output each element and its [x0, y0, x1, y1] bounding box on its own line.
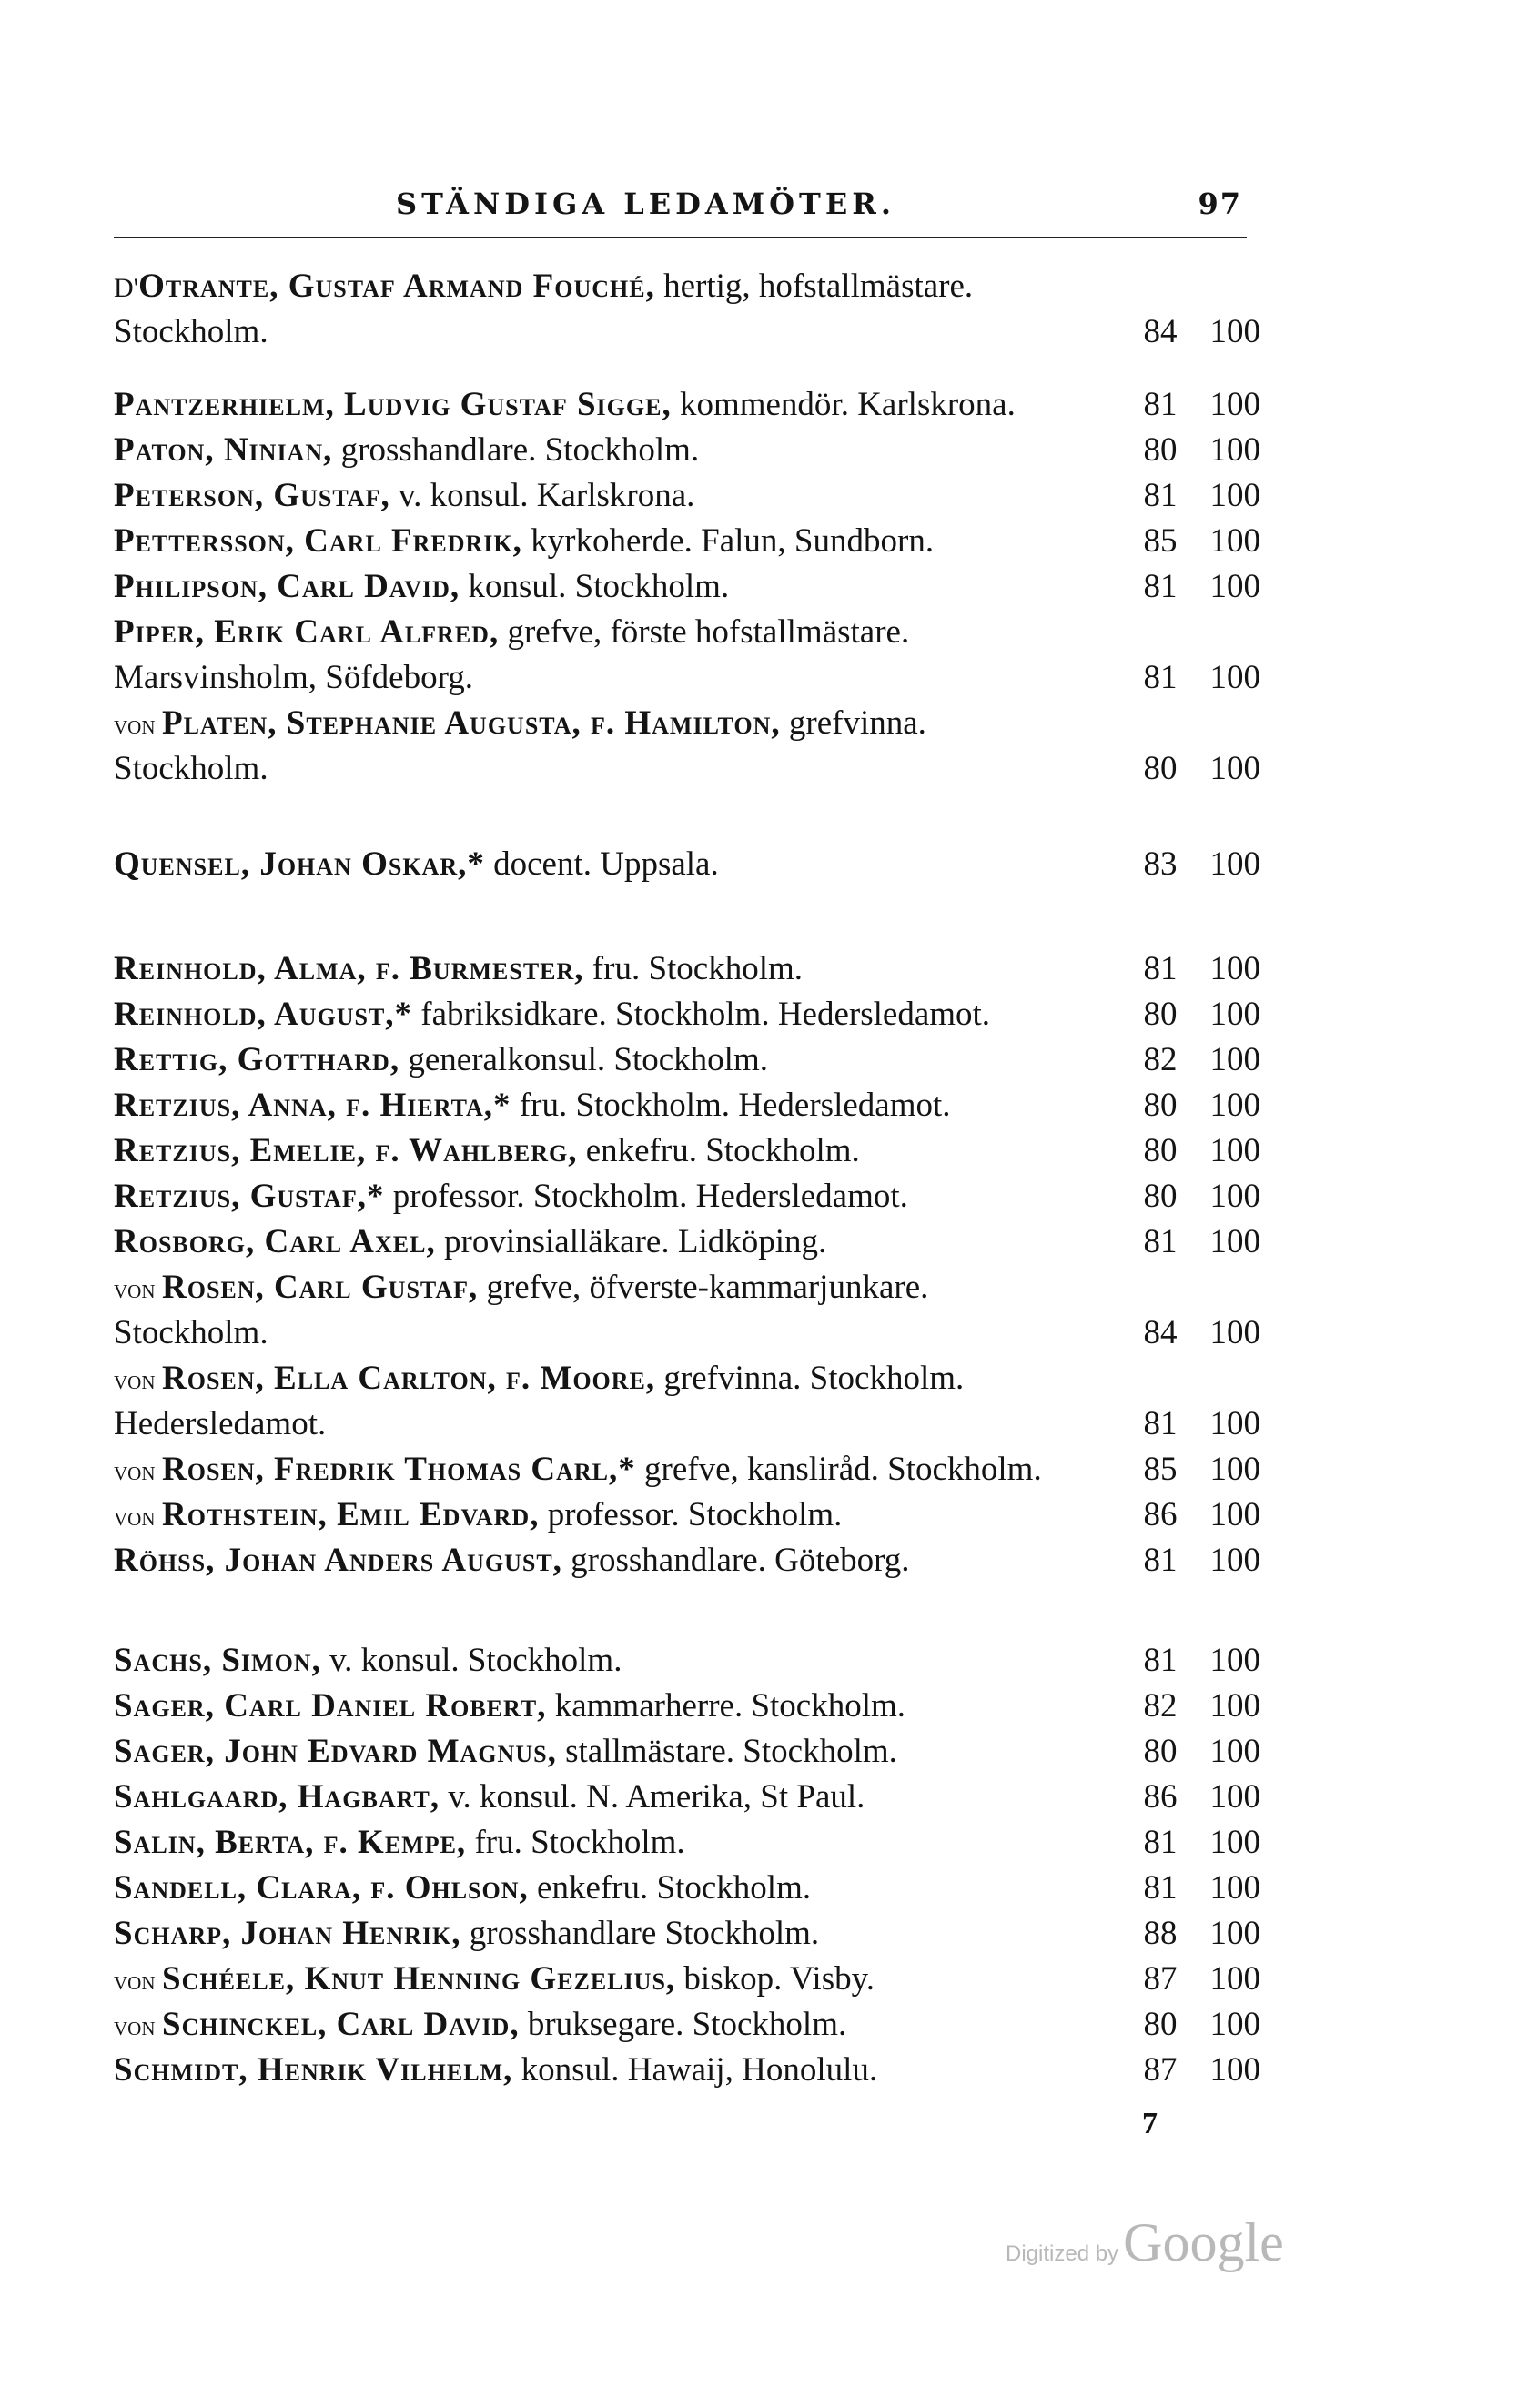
- residence-continued: Stockholm.: [114, 750, 268, 787]
- title-and-residence: stallmästare. Stockholm.: [556, 1733, 897, 1770]
- entry-line: [114, 264, 1256, 309]
- fee-amount: 100: [1209, 568, 1260, 605]
- given-names: Gotthard,: [228, 1041, 400, 1078]
- title-and-residence: kyrkoherde. Falun, Sundborn.: [521, 522, 935, 560]
- surname: Pantzerhielm,: [114, 386, 335, 423]
- title-and-residence: professor. Stockholm.: [539, 1496, 843, 1533]
- digitized-watermark: [1006, 2211, 1284, 2274]
- surname: Pettersson,: [114, 522, 295, 560]
- member-entry: [114, 1128, 1260, 1174]
- admission-year: 81: [1143, 1869, 1178, 1907]
- given-names: Gustaf,: [264, 477, 390, 514]
- fee-amount: 100: [1209, 1178, 1260, 1215]
- surname: Retzius,: [114, 1132, 241, 1169]
- given-names: John Edvard Magnus,: [214, 1733, 557, 1770]
- entry-line: [114, 2002, 1260, 2048]
- entry-line: [114, 842, 1260, 887]
- entry-line: [114, 564, 1260, 610]
- entry-line: [114, 1492, 1260, 1538]
- title-and-residence: fru. Stockholm.: [583, 950, 804, 987]
- given-names: Gustaf,*: [240, 1178, 385, 1215]
- member-entry: [114, 1492, 1260, 1538]
- entry-line: [114, 610, 1256, 655]
- name-prefix: von: [114, 1274, 162, 1304]
- fee-amount: 100: [1209, 1496, 1260, 1533]
- name-prefix: von: [114, 1966, 162, 1996]
- running-header: [114, 187, 1242, 227]
- fee-amount: 100: [1209, 1542, 1260, 1579]
- title-and-residence: biskop. Visby.: [675, 1960, 875, 1998]
- surname: Salin,: [114, 1824, 206, 1861]
- surname: Platen,: [162, 704, 278, 742]
- admission-year: 87: [1143, 2051, 1178, 2089]
- member-entry: [114, 2048, 1260, 2093]
- member-entry: [114, 428, 1260, 473]
- title-and-residence: grefvinna. Stockholm.: [655, 1360, 965, 1397]
- surname: Philipson,: [114, 568, 268, 605]
- admission-year: 80: [1143, 750, 1178, 787]
- surname: Otrante,: [138, 268, 279, 305]
- entry-line: [114, 1775, 1260, 1820]
- title-and-residence: grefvinna.: [780, 704, 926, 742]
- watermark-brand: Google: [1123, 2212, 1284, 2272]
- member-entry: [114, 1174, 1260, 1219]
- entry-line: [114, 1538, 1260, 1583]
- title-and-residence: bruksegare. Stockholm.: [519, 2006, 847, 2043]
- given-names: Ella Carlton, f. Moore,: [264, 1360, 656, 1397]
- fee-amount: 100: [1209, 845, 1260, 883]
- admission-year: 86: [1143, 1778, 1178, 1816]
- name-prefix: D': [114, 273, 139, 303]
- fee-amount: 100: [1209, 1087, 1260, 1124]
- entry-line: [114, 1037, 1260, 1083]
- surname: Reinhold,: [114, 950, 267, 987]
- entry-line: [114, 1356, 1256, 1401]
- surname: Schmidt,: [114, 2051, 248, 2089]
- admission-year: 80: [1143, 2006, 1178, 2043]
- surname: Sachs,: [114, 1642, 213, 1679]
- fee-amount: 100: [1209, 386, 1260, 423]
- admission-year: 80: [1143, 1087, 1178, 1124]
- entry-line: [114, 382, 1260, 428]
- surname: Rosen,: [162, 1451, 265, 1488]
- name-prefix: von: [114, 1502, 162, 1532]
- member-entry: [114, 1265, 1260, 1356]
- fee-amount: 100: [1209, 1314, 1260, 1351]
- given-names: Johan Anders August,: [215, 1542, 562, 1579]
- given-names: Henrik Vilhelm,: [248, 2051, 513, 2089]
- given-names: Emelie, f. Wahlberg,: [240, 1132, 578, 1169]
- member-entry: [114, 946, 1260, 992]
- member-entry: [114, 2002, 1260, 2048]
- page-number: 97: [1198, 187, 1242, 221]
- fee-amount: 100: [1209, 1451, 1260, 1488]
- member-entry: [114, 1911, 1260, 1957]
- surname: Scharp,: [114, 1915, 232, 1952]
- residence-continued: Marsvinsholm, Söfdeborg.: [114, 659, 474, 696]
- title-and-residence: konsul. Stockholm.: [460, 568, 730, 605]
- member-entry: [114, 842, 1260, 887]
- fee-amount: 100: [1209, 996, 1260, 1033]
- fee-amount: 100: [1209, 750, 1260, 787]
- entry-line: [114, 1684, 1260, 1729]
- entry-line: [114, 1729, 1260, 1775]
- entry-continuation: [114, 655, 1260, 701]
- given-names: Stephanie Augusta, f. Hamilton,: [277, 704, 781, 742]
- member-entry: [114, 701, 1260, 792]
- title-and-residence: grefve, förste hofstallmästare.: [499, 613, 910, 651]
- entry-line: [114, 1174, 1260, 1219]
- member-entry: [114, 1083, 1260, 1128]
- admission-year: 81: [1143, 568, 1178, 605]
- given-names: Ludvig Gustaf Sigge,: [334, 386, 672, 423]
- admission-year: 80: [1143, 1733, 1178, 1770]
- member-entry: [114, 519, 1260, 564]
- admission-year: 81: [1143, 1405, 1178, 1442]
- member-entry: [114, 992, 1260, 1037]
- entry-continuation: [114, 1401, 1260, 1447]
- entry-line: [114, 1638, 1260, 1684]
- admission-year: 82: [1143, 1687, 1178, 1725]
- fee-amount: 100: [1209, 1960, 1260, 1998]
- entry-line: [114, 1265, 1256, 1310]
- surname: Schinckel,: [162, 2006, 328, 2043]
- entry-line: [114, 1957, 1260, 2002]
- entry-line: [114, 946, 1260, 992]
- admission-year: 82: [1143, 1041, 1178, 1078]
- header-rule: [114, 237, 1247, 238]
- given-names: Emil Edvard,: [327, 1496, 540, 1533]
- title-and-residence: fru. Stockholm.: [466, 1824, 685, 1861]
- member-entry: [114, 1037, 1260, 1083]
- fee-amount: 100: [1209, 1405, 1260, 1442]
- surname: Rosen,: [162, 1269, 265, 1306]
- signature-mark: 7: [1142, 2107, 1158, 2140]
- member-entry: [114, 1866, 1260, 1911]
- surname: Sager,: [114, 1733, 215, 1770]
- fee-amount: 100: [1209, 1824, 1260, 1861]
- member-entry: [114, 382, 1260, 428]
- entry-line: [114, 1911, 1260, 1957]
- header-title: STÄNDIGA LEDAMÖTER.: [396, 187, 895, 221]
- entry-line: [114, 473, 1260, 519]
- title-and-residence: generalkonsul. Stockholm.: [399, 1041, 768, 1078]
- admission-year: 80: [1143, 996, 1178, 1033]
- title-and-residence: v. konsul. Karlskrona.: [389, 477, 695, 514]
- title-and-residence: grosshandlare. Göteborg.: [561, 1542, 910, 1579]
- given-names: Knut Henning Gezelius,: [295, 1960, 676, 1998]
- fee-amount: 100: [1209, 1915, 1260, 1952]
- entry-line: [114, 428, 1260, 473]
- fee-amount: 100: [1209, 477, 1260, 514]
- fee-amount: 100: [1209, 1132, 1260, 1169]
- title-and-residence: kommendör. Karlskrona.: [671, 386, 1016, 423]
- name-prefix: von: [114, 1456, 162, 1486]
- admission-year: 80: [1143, 1132, 1178, 1169]
- residence-continued: Stockholm.: [114, 1314, 268, 1351]
- fee-amount: 100: [1209, 659, 1260, 696]
- surname: Sager,: [114, 1687, 215, 1725]
- admission-year: 81: [1143, 1223, 1178, 1260]
- admission-year: 81: [1143, 1642, 1178, 1679]
- admission-year: 81: [1143, 1824, 1178, 1861]
- member-entry: [114, 1775, 1260, 1820]
- entry-continuation: [114, 746, 1260, 792]
- admission-year: 86: [1143, 1496, 1178, 1533]
- given-names: Johan Oskar,*: [250, 845, 485, 883]
- admission-year: 81: [1143, 1542, 1178, 1579]
- title-and-residence: grefve, kansliråd. Stockholm.: [635, 1451, 1042, 1488]
- member-entry: [114, 1447, 1260, 1492]
- member-entry: [114, 1219, 1260, 1265]
- surname: Sandell,: [114, 1869, 248, 1907]
- fee-amount: 100: [1209, 1642, 1260, 1679]
- surname: Reinhold,: [114, 996, 267, 1033]
- surname: Rothstein,: [162, 1496, 328, 1533]
- member-entry: [114, 1684, 1260, 1729]
- title-and-residence: professor. Stockholm. Hedersledamot.: [384, 1178, 908, 1215]
- member-entry: [114, 1957, 1260, 2002]
- given-names: Carl Daniel Robert,: [214, 1687, 547, 1725]
- name-prefix: von: [114, 1365, 162, 1395]
- admission-year: 81: [1143, 477, 1178, 514]
- entry-continuation: [114, 309, 1260, 355]
- fee-amount: 100: [1209, 313, 1260, 350]
- member-entry: [114, 564, 1260, 610]
- title-and-residence: hertig, hofstallmästare.: [654, 268, 974, 305]
- fee-amount: 100: [1209, 1223, 1260, 1260]
- title-and-residence: grefve, öfverste-kammarjunkare.: [478, 1269, 929, 1306]
- residence-continued: Hedersledamot.: [114, 1405, 327, 1442]
- given-names: Alma, f. Burmester,: [266, 950, 584, 987]
- title-and-residence: enkefru. Stockholm.: [577, 1132, 860, 1169]
- entry-continuation: [114, 1310, 1260, 1356]
- surname: Rosborg,: [114, 1223, 256, 1260]
- fee-amount: 100: [1209, 1869, 1260, 1907]
- surname: Sahlgaard,: [114, 1778, 288, 1816]
- member-entry: [114, 473, 1260, 519]
- title-and-residence: provinsialläkare. Lidköping.: [435, 1223, 827, 1260]
- title-and-residence: kammarherre. Stockholm.: [546, 1687, 906, 1725]
- given-names: Fredrik Thomas Carl,*: [264, 1451, 636, 1488]
- surname: Piper,: [114, 613, 205, 651]
- title-and-residence: konsul. Hawaij, Honolulu.: [512, 2051, 878, 2089]
- entry-line: [114, 701, 1256, 746]
- title-and-residence: fabriksidkare. Stockholm. Hedersledamot.: [412, 996, 991, 1033]
- entry-line: [114, 1820, 1260, 1866]
- surname: Retzius,: [114, 1178, 241, 1215]
- entry-line: [114, 1128, 1260, 1174]
- admission-year: 81: [1143, 386, 1178, 423]
- title-and-residence: docent. Uppsala.: [484, 845, 719, 883]
- admission-year: 81: [1143, 659, 1178, 696]
- member-entry: [114, 1538, 1260, 1583]
- given-names: Carl Gustaf,: [264, 1269, 479, 1306]
- admission-year: 88: [1143, 1915, 1178, 1952]
- given-names: Clara, f. Ohlson,: [247, 1869, 529, 1907]
- entry-line: [114, 519, 1260, 564]
- fee-amount: 100: [1209, 1778, 1260, 1816]
- admission-year: 80: [1143, 1178, 1178, 1215]
- given-names: Simon,: [212, 1642, 321, 1679]
- given-names: Gustaf Armand Fouché,: [278, 268, 655, 305]
- admission-year: 85: [1143, 1451, 1178, 1488]
- admission-year: 80: [1143, 431, 1178, 469]
- admission-year: 84: [1143, 313, 1178, 350]
- title-and-residence: grosshandlare. Stockholm.: [332, 431, 700, 469]
- title-and-residence: grosshandlare Stockholm.: [460, 1915, 820, 1952]
- member-entry: [114, 1638, 1260, 1684]
- admission-year: 87: [1143, 1960, 1178, 1998]
- fee-amount: 100: [1209, 2006, 1260, 2043]
- entry-line: [114, 1083, 1260, 1128]
- given-names: August,*: [266, 996, 413, 1033]
- given-names: Carl Axel,: [255, 1223, 436, 1260]
- entry-line: [114, 992, 1260, 1037]
- title-and-residence: enkefru. Stockholm.: [528, 1869, 812, 1907]
- member-entry: [114, 1729, 1260, 1775]
- member-entry: [114, 610, 1260, 701]
- name-prefix: von: [114, 710, 162, 740]
- name-prefix: von: [114, 2011, 162, 2041]
- entry-line: [114, 1866, 1260, 1911]
- given-names: Carl David,: [327, 2006, 520, 2043]
- given-names: Johan Henrik,: [231, 1915, 461, 1952]
- fee-amount: 100: [1209, 1041, 1260, 1078]
- surname: Rettig,: [114, 1041, 228, 1078]
- given-names: Hagbart,: [288, 1778, 440, 1816]
- watermark-prefix: Digitized by: [1006, 2241, 1119, 2266]
- surname: Rosen,: [162, 1360, 265, 1397]
- admission-year: 84: [1143, 1314, 1178, 1351]
- member-entry: [114, 1356, 1260, 1447]
- given-names: Anna, f. Hierta,*: [240, 1087, 511, 1124]
- title-and-residence: v. konsul. Stockholm.: [320, 1642, 622, 1679]
- title-and-residence: fru. Stockholm. Hedersledamot.: [511, 1087, 951, 1124]
- title-and-residence: v. konsul. N. Amerika, St Paul.: [440, 1778, 865, 1816]
- surname: Paton,: [114, 431, 215, 469]
- entry-line: [114, 2048, 1260, 2093]
- fee-amount: 100: [1209, 950, 1260, 987]
- given-names: Erik Carl Alfred,: [204, 613, 500, 651]
- given-names: Carl David,: [268, 568, 460, 605]
- given-names: Carl Fredrik,: [294, 522, 522, 560]
- admission-year: 85: [1143, 522, 1178, 560]
- given-names: Berta, f. Kempe,: [205, 1824, 467, 1861]
- fee-amount: 100: [1209, 431, 1260, 469]
- entry-line: [114, 1447, 1260, 1492]
- member-entry: [114, 1820, 1260, 1866]
- fee-amount: 100: [1209, 522, 1260, 560]
- surname: Schéele,: [162, 1960, 296, 1998]
- surname: Röhss,: [114, 1542, 216, 1579]
- admission-year: 83: [1143, 845, 1178, 883]
- fee-amount: 100: [1209, 1687, 1260, 1725]
- surname: Peterson,: [114, 477, 265, 514]
- given-names: Ninian,: [214, 431, 333, 469]
- fee-amount: 100: [1209, 1733, 1260, 1770]
- member-entry: [114, 264, 1260, 355]
- admission-year: 81: [1143, 950, 1178, 987]
- surname: Quensel,: [114, 845, 251, 883]
- fee-amount: 100: [1209, 2051, 1260, 2089]
- residence-continued: Stockholm.: [114, 313, 268, 350]
- surname: Retzius,: [114, 1087, 241, 1124]
- entry-line: [114, 1219, 1260, 1265]
